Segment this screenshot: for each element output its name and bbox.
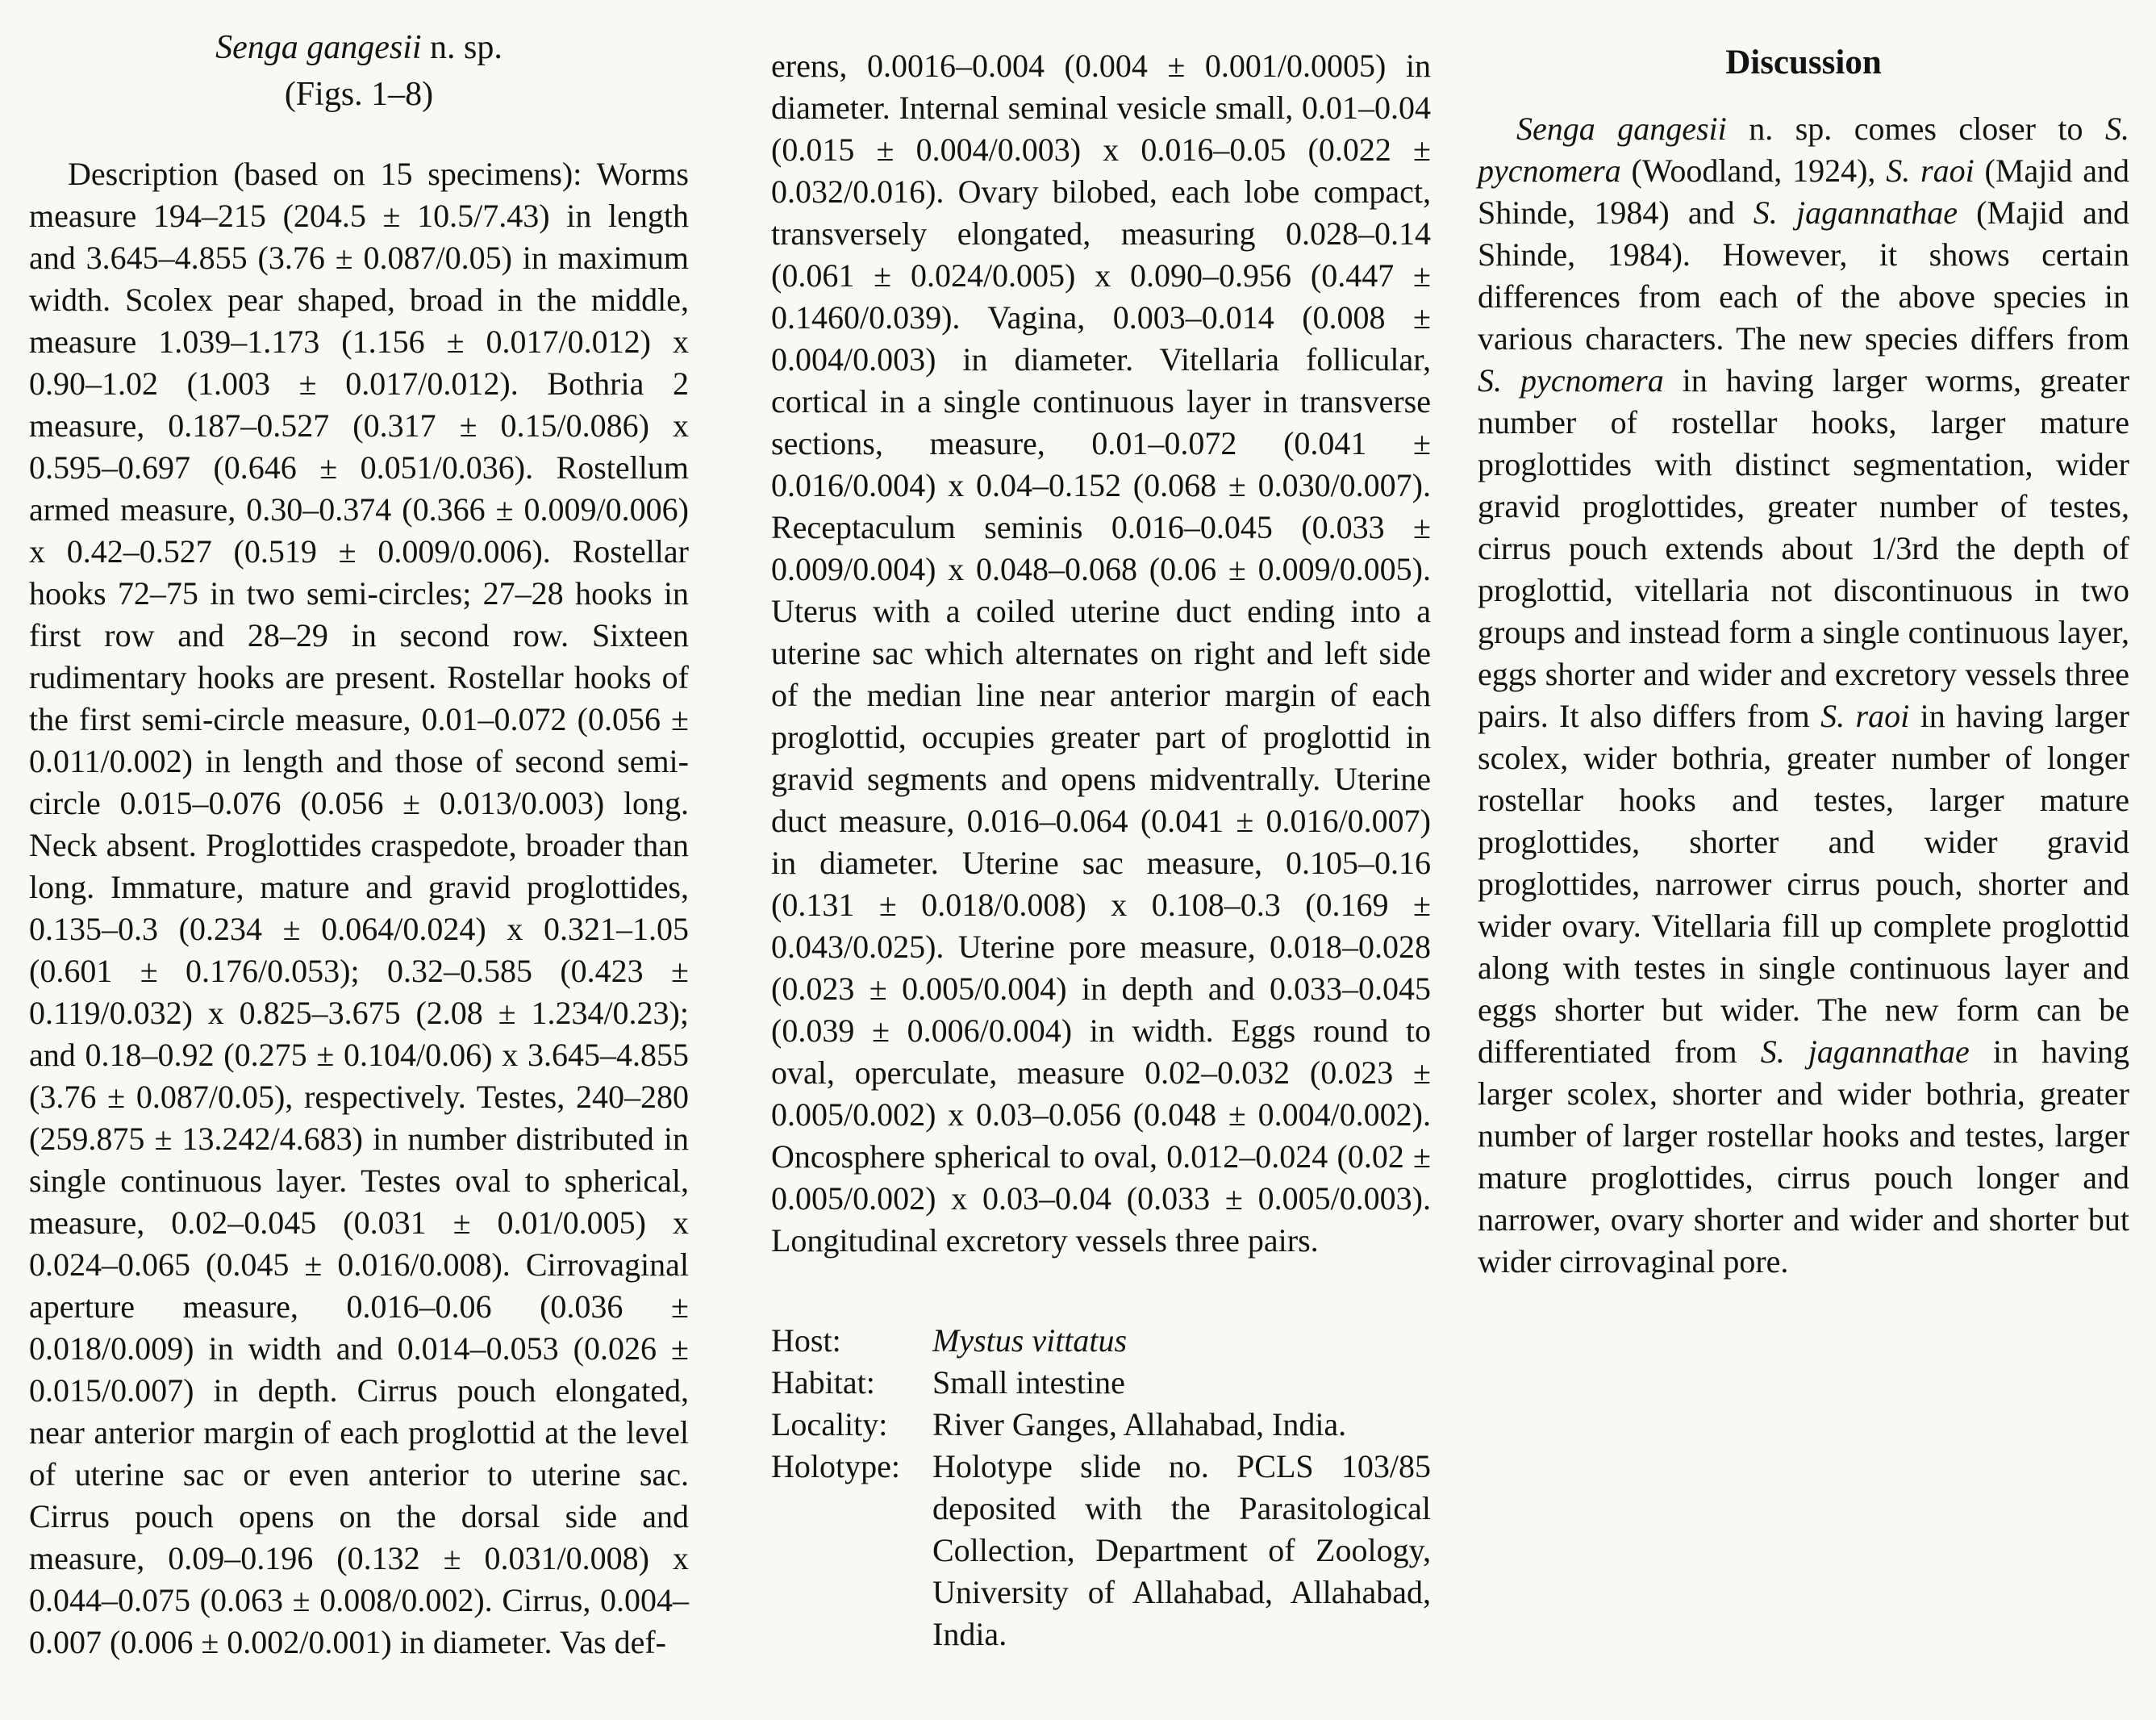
column-1 xyxy=(29,24,689,1664)
column-3 xyxy=(1478,40,2129,1283)
species-pycnomera-mention: S. pycnomera xyxy=(1478,111,2129,189)
holotype-label: Holotype: xyxy=(771,1448,900,1484)
discussion-paragraph xyxy=(1478,108,2129,1283)
habitat-value: Small intestine xyxy=(932,1364,1125,1401)
description-paragraph: Description (based on 15 specimens): Worms measure 194–215 (204.5 ± 10.5/7.43) in length and 3.645–4.855 (3.76 ± 0.087/0.05) in maximum width. Scolex pear shaped, broad in the middle, measure 1.039–1.173 (1.156 ± 0.017/0.012) x 0.90–1.02 (1.003 ± 0.017/0.012). Bothria 2 measure, 0.187–0.527 (0.317 ± 0.15/0.086) x 0.595–0.697 (0.646 ± 0.051/0.036). Rostellum armed measure, 0.30–0.374 (0.366 ± 0.009/0.006) x 0.42–0.527 (0.519 ± 0.009/0.006). Rostellar hooks 72–75 in two semi-circles; 27–28 hooks in first row and 28–29 in second row. Sixteen rudimentary hooks are present. Rostellar hooks of the first semi-circle measure, 0.01–0.072 (0.056 ± 0.011/0.002) in length and those of second semi-circle 0.015–0.076 (0.056 ± 0.013/0.003) long. Neck absent. Proglottides craspedote, broader than long. Immature, mature and gravid proglottides, 0.135–0.3 (0.234 ± 0.064/0.024) x 0.321–1.05 (0.601 ± 0.176/0.053); 0.32–0.585 (0.423 ± 0.119/0.032) x 0.825–3.675 (2.08 ± 1.234/0.23); and 0.18–0.92 (0.275 ± 0.104/0.06) x 3.645–4.855 (3.76 ± 0.087/0.05), respectively. Testes, 240–280 (259.875 ± 13.242/4.683) in number distributed in single continuous layer. Testes oval to spherical, measure, 0.02–0.045 (0.031 ± 0.01/0.005) x 0.024–0.065 (0.045 ± 0.016/0.008). Cirrovaginal aperture measure, 0.016–0.06 (0.036 ± 0.018/0.009) in width and 0.014–0.053 (0.026 ± 0.015/0.007) in depth. Cirrus pouch elongated, near anterior margin of each proglottid at the level of uterine sac or even anterior to uterine sac. Cirrus pouch opens on the dorsal side and measure, 0.09–0.196 (0.132 ± 0.031/0.008) x 0.044–0.075 (0.063 ± 0.008/0.002). Cirrus, 0.004–0.007 (0.006 ± 0.002/0.001) in diameter. Vas def- xyxy=(29,156,689,1660)
host-label: Host: xyxy=(771,1322,841,1359)
specimen-row-locality xyxy=(771,1404,1431,1446)
discussion-text: (Woodland, 1924), xyxy=(1620,152,1887,189)
species-heading xyxy=(29,24,689,118)
column-2 xyxy=(771,45,1431,1655)
discussion-text: n. sp. comes closer to xyxy=(1726,111,2105,147)
discussion-text: (Majid and Shinde, 1984). However, it shows certain differences from each of the above species in various characters. The new species differs from xyxy=(1478,194,2130,357)
discussion-text: (Majid and Shinde, 1984) and xyxy=(1478,152,2129,231)
description-continuation-paragraph: erens, 0.0016–0.004 (0.004 ± 0.001/0.0005) in diameter. Internal seminal vesicle small, 0.01–0.04 (0.015 ± 0.004/0.003) x 0.016–0.05 (0.022 ± 0.032/0.016). Ovary bilobed, each lobe compact, transversely elongated, measuring 0.028–0.14 (0.061 ± 0.024/0.005) x 0.090–0.956 (0.447 ± 0.1460/0.039). Vagina, 0.003–0.014 (0.008 ± 0.004/0.003) in diameter. Vitellaria follicular, cortical in a single continuous layer in transverse sections, measure, 0.01–0.072 (0.041 ± 0.016/0.004) x 0.04–0.152 (0.068 ± 0.030/0.007). Receptaculum seminis 0.016–0.045 (0.033 ± 0.009/0.004) x 0.048–0.068 (0.06 ± 0.009/0.005). Uterus with a coiled uterine duct ending into a uterine sac which alternates on right and left side of the median line near anterior margin of each proglottid, occupies greater part of proglottid in gravid segments and opens midventrally. Uterine duct measure, 0.016–0.064 (0.041 ± 0.016/0.007) in diameter. Uterine sac measure, 0.105–0.16 (0.131 ± 0.018/0.008) x 0.108–0.3 (0.169 ± 0.043/0.025). Uterine pore measure, 0.018–0.028 (0.023 ± 0.005/0.004) in depth and 0.033–0.045 (0.039 ± 0.006/0.004) in width. Eggs round to oval, operculate, measure 0.02–0.032 (0.023 ± 0.005/0.002) x 0.03–0.056 (0.048 ± 0.004/0.002). Oncosphere spherical to oval, 0.012–0.024 (0.02 ± 0.005/0.002) x 0.03–0.04 (0.033 ± 0.005/0.003). Longitudinal excretory vessels three pairs. xyxy=(771,48,1431,1259)
species-name-suffix: n. sp. xyxy=(421,29,503,66)
specimen-row-host xyxy=(771,1320,1431,1362)
species-raoi-mention: S. raoi xyxy=(1886,152,1975,189)
locality-value: River Ganges, Allahabad, India. xyxy=(932,1406,1347,1442)
species-raoi-mention: S. raoi xyxy=(1820,698,1910,734)
specimen-info-block xyxy=(771,1320,1431,1655)
specimen-row-holotype xyxy=(771,1446,1431,1655)
figs-reference: (Figs. 1–8) xyxy=(284,76,434,113)
locality-label: Locality: xyxy=(771,1406,888,1442)
holotype-value: Holotype slide no. PCLS 103/85 deposited with the Parasitological Collection, Department of Zoology, University of Allahabad, Allahabad, India. xyxy=(932,1448,1431,1652)
discussion-text: in having larger scolex, wider bothria, greater number of longer rostellar hooks and testes, larger mature proglottides, shorter and wider gravid proglottides, narrower cirrus pouch, shorter and wider ovary. Vitellaria fill up complete proglottid along with testes in single continuous layer and eggs shorter but wider. The new form can be differentiated from xyxy=(1478,698,2129,1070)
discussion-heading: Discussion xyxy=(1725,44,1882,81)
specimen-row-habitat xyxy=(771,1362,1431,1404)
species-pycnomera-mention: S. pycnomera xyxy=(1478,362,1664,399)
species-name-mention: Senga gangesii xyxy=(1516,111,1727,147)
species-name: Senga gangesii xyxy=(215,29,422,66)
habitat-label: Habitat: xyxy=(771,1364,875,1401)
species-jagannathae-mention: S. jagannathae xyxy=(1753,194,1958,231)
host-value: Mystus vittatus xyxy=(932,1322,1128,1359)
discussion-text: in having larger worms, greater number of rostellar hooks, larger mature proglottides with distinct segmentation, wider gravid proglottides, greater number of testes, cirrus pouch extends about 1/3rd the depth of proglottid, vitellaria not discontinuous in two groups and instead form a single continuous layer, eggs shorter and wider and excretory vessels three pairs. It also differs from xyxy=(1478,362,2130,734)
species-jagannathae-mention: S. jagannathae xyxy=(1760,1033,1970,1070)
species-heading-line1 xyxy=(29,24,689,71)
discussion-text: in having larger scolex, shorter and wider bothria, greater number of larger rostellar hooks and testes, larger mature proglottides, cirrus pouch longer and narrower, ovary shorter and wider and shorter but wider cirrovaginal pore. xyxy=(1478,1033,2129,1280)
